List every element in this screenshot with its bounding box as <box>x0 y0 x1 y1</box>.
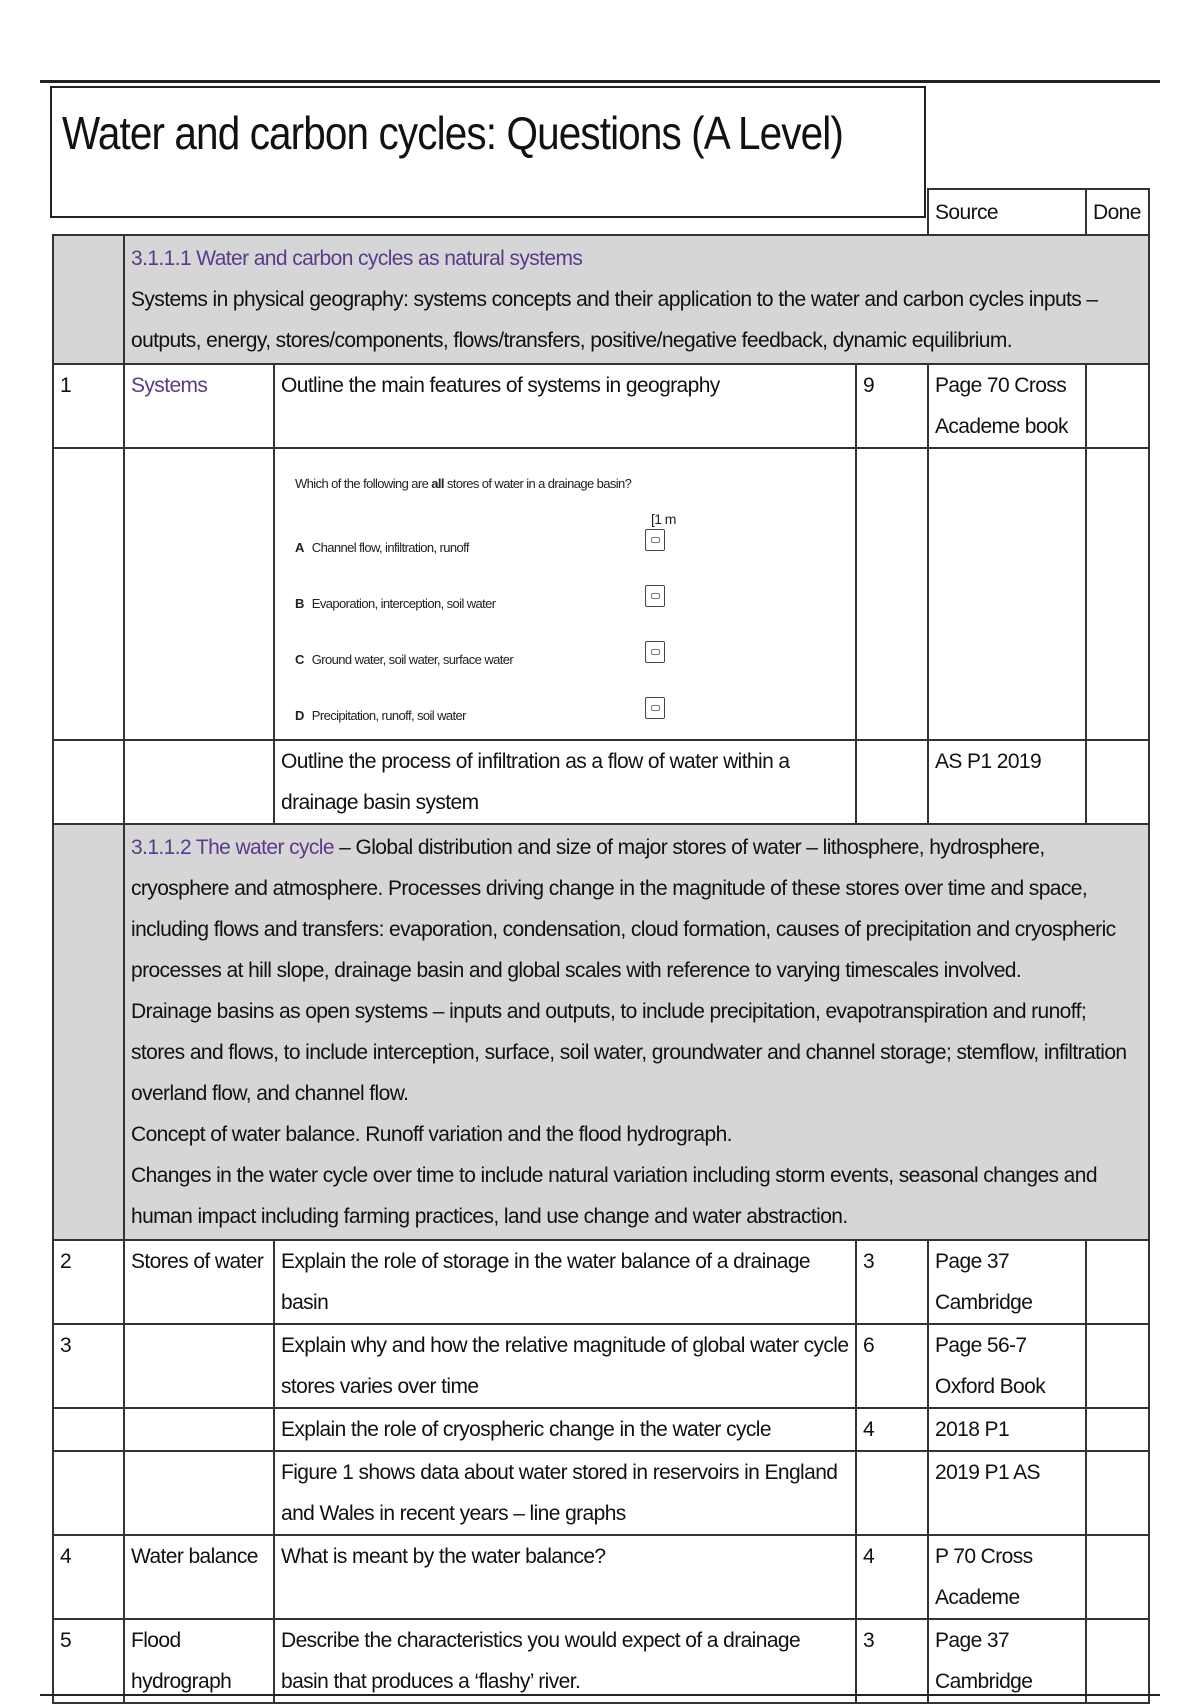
mcq-checkbox-a[interactable] <box>645 529 665 551</box>
done-cell[interactable] <box>1086 1619 1149 1703</box>
question-marks: 6 <box>856 1324 928 1408</box>
question-source: Page 37 Cambridge <box>928 1240 1086 1324</box>
done-cell[interactable] <box>1086 1324 1149 1408</box>
mcq-option-d: D Precipitation, runoff, soil water <box>295 708 466 723</box>
question-text: Figure 1 shows data about water stored in reservoirs in England and Wales in recent years – line graphs <box>274 1451 856 1535</box>
mcq-stem: Which of the following are all stores of water in a drainage basin? <box>295 476 632 491</box>
section-row-3-1-1-2 <box>53 824 1149 1240</box>
question-marks: 3 <box>856 1240 928 1324</box>
question-number: 5 <box>53 1619 124 1703</box>
question-source: P 70 Cross Academe <box>928 1535 1086 1619</box>
table-row <box>53 1408 1149 1451</box>
page-title: Water and carbon cycles: Questions (A Level) <box>62 107 843 159</box>
question-text: Explain why and how the relative magnitude of global water cycle stores varies over time <box>274 1324 856 1408</box>
question-marks: 3 <box>856 1619 928 1703</box>
question-text: What is meant by the water balance? <box>274 1535 856 1619</box>
section-paragraph-1: 3.1.1.2 The water cycle – Global distribution and size of major stores of water – lithosphere, hydrosphere, cryosphere and atmosphere. Processes driving change in the magnitude of these stores over time and space, including flows and transfers: evaporation, condensation, cloud formation, causes of precipitation and cryospheric processes at hill slope, drainage basin and global scales with reference to varying timescales involved. <box>131 836 1116 982</box>
done-cell[interactable] <box>1086 740 1149 824</box>
mcq-image <box>281 449 849 739</box>
done-header: Done <box>1086 189 1149 235</box>
table-row <box>53 740 1149 824</box>
question-text: Outline the process of infiltration as a flow of water within a drainage basin system <box>274 740 856 824</box>
title-box <box>50 86 926 218</box>
mcq-marks: [1 m <box>651 511 676 527</box>
questions-table <box>52 188 1150 1704</box>
question-source: Page 70 Cross Academe book <box>928 364 1086 448</box>
mcq-option-c: C Ground water, soil water, surface water <box>295 652 514 667</box>
mcq-checkbox-c[interactable] <box>645 641 665 663</box>
question-number: 1 <box>53 364 124 448</box>
question-number: 3 <box>53 1324 124 1408</box>
mcq-checkbox-d[interactable] <box>645 697 665 719</box>
question-source: 2018 P1 <box>928 1408 1086 1451</box>
section-paragraph-4: Changes in the water cycle over time to include natural variation including storm events, seasonal changes and human impact including farming practices, land use change and water abstraction. <box>131 1164 1097 1228</box>
question-text: Explain the role of cryospheric change in the water cycle <box>274 1408 856 1451</box>
mcq-checkbox-b[interactable] <box>645 585 665 607</box>
top-rule <box>40 80 1160 83</box>
question-source: AS P1 2019 <box>928 740 1086 824</box>
mcq-question <box>274 448 856 740</box>
done-cell[interactable] <box>1086 1451 1149 1535</box>
question-text: Describe the characteristics you would expect of a drainage basin that produces a ‘flashy’ river. <box>274 1619 856 1703</box>
section-description: Systems in physical geography: systems concepts and their application to the water and carbon cycles inputs – outputs, energy, stores/components, flows/transfers, positive/negative feedback, dynamic equilibrium. <box>131 288 1098 352</box>
section-paragraph-2: Drainage basins as open systems – inputs and outputs, to include precipitation, evapotranspiration and runoff; stores and flows, to include interception, surface, soil water, groundwater and channel storage; stemflow, infiltration overland flow, and channel flow. <box>131 1000 1127 1105</box>
question-topic: Water balance <box>124 1535 274 1619</box>
section-code: 3.1.1.2 The water cycle <box>131 836 334 859</box>
question-marks: 4 <box>856 1535 928 1619</box>
question-number: 4 <box>53 1535 124 1619</box>
section-row-3-1-1-1 <box>53 235 1149 364</box>
question-text: Explain the role of storage in the water balance of a drainage basin <box>274 1240 856 1324</box>
question-topic <box>124 1408 274 1451</box>
source-header: Source <box>928 189 1086 235</box>
done-cell[interactable] <box>1086 1535 1149 1619</box>
mcq-row <box>53 448 1149 740</box>
question-number: 2 <box>53 1240 124 1324</box>
section-paragraph-3: Concept of water balance. Runoff variation and the flood hydrograph. <box>131 1123 732 1146</box>
question-marks: 4 <box>856 1408 928 1451</box>
bottom-rule <box>40 1694 1160 1696</box>
table-row <box>53 364 1149 448</box>
question-source: Page 56-7 Oxford Book <box>928 1324 1086 1408</box>
table-row <box>53 1240 1149 1324</box>
question-source: Page 37 Cambridge <box>928 1619 1086 1703</box>
done-cell[interactable] <box>1086 1240 1149 1324</box>
mcq-option-a: A Channel flow, infiltration, runoff <box>295 540 469 555</box>
question-marks <box>856 1451 928 1535</box>
table-row <box>53 1324 1149 1408</box>
table-row <box>53 1535 1149 1619</box>
table-row <box>53 1451 1149 1535</box>
question-topic: Flood hydrograph <box>124 1619 274 1703</box>
question-number <box>53 1408 124 1451</box>
table-row <box>53 1619 1149 1703</box>
question-number <box>53 1451 124 1535</box>
question-marks: 9 <box>856 364 928 448</box>
question-source: 2019 P1 AS <box>928 1451 1086 1535</box>
section-code: 3.1.1.1 Water and carbon cycles as natural systems <box>131 247 583 270</box>
done-cell[interactable] <box>1086 448 1149 740</box>
question-topic <box>124 1451 274 1535</box>
done-cell[interactable] <box>1086 364 1149 448</box>
mcq-option-b: B Evaporation, interception, soil water <box>295 596 496 611</box>
done-cell[interactable] <box>1086 1408 1149 1451</box>
question-text: Outline the main features of systems in geography <box>274 364 856 448</box>
question-topic: Systems <box>124 364 274 448</box>
question-topic <box>124 1324 274 1408</box>
question-topic: Stores of water <box>124 1240 274 1324</box>
